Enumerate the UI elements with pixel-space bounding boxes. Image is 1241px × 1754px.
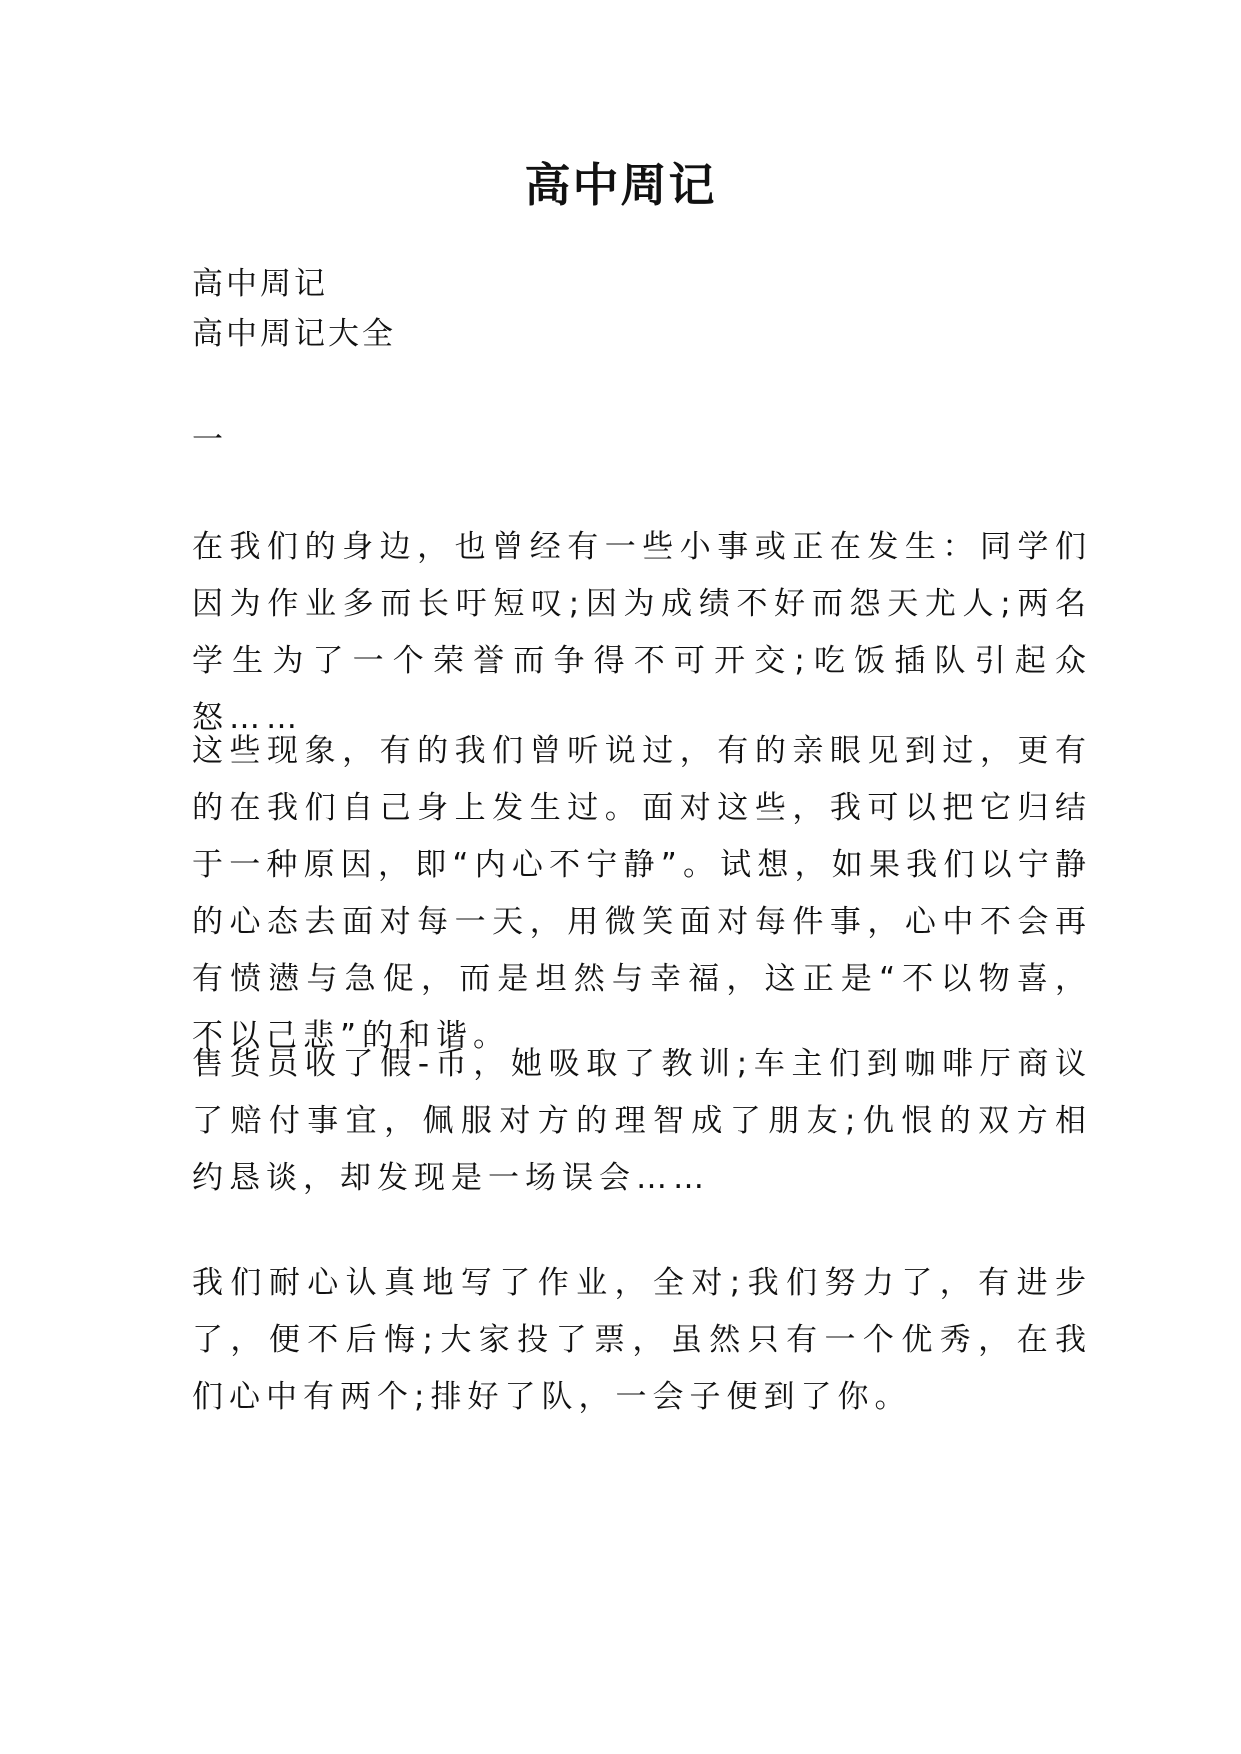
paragraph-1: 在我们的身边，也曾经有一些小事或正在发生：同学们因为作业多而长吁短叹;因为成绩不好而怨天尤人;两名学生为了一个荣誉而争得不可开交;吃饭插队引起众怒…… bbox=[192, 529, 1092, 736]
section-marker: 一 bbox=[192, 422, 226, 458]
subtitle-line-2: 高中周记大全 bbox=[192, 316, 396, 352]
paragraph-4: 我们耐心认真地写了作业，全对;我们努力了，有进步了，便不后悔;大家投了票，虽然只有一个优秀，在我们心中有两个;排好了队，一会子便到了你。 bbox=[192, 1265, 1092, 1415]
subtitle-line-1: 高中周记 bbox=[192, 266, 328, 302]
document-title: 高中周记 bbox=[524, 158, 717, 212]
paragraph-2: 这些现象，有的我们曾听说过，有的亲眼见到过，更有的在我们自己身上发生过。面对这些，我可以把它归结于一种原因，即“内心不宁静”。试想，如果我们以宁静的心态去面对每一天，用微笑面对每件事，心中不会再有愤懑与急促，而是坦然与幸福，这正是“不以物喜，不以己悲”的和谐。 bbox=[192, 733, 1092, 1054]
paragraph-3: 售货员收了假-币，她吸取了教训;车主们到咖啡厅商议了赔付事宜，佩服对方的理智成了朋友;仇恨的双方相约恳谈，却发现是一场误会…… bbox=[192, 1046, 1092, 1196]
